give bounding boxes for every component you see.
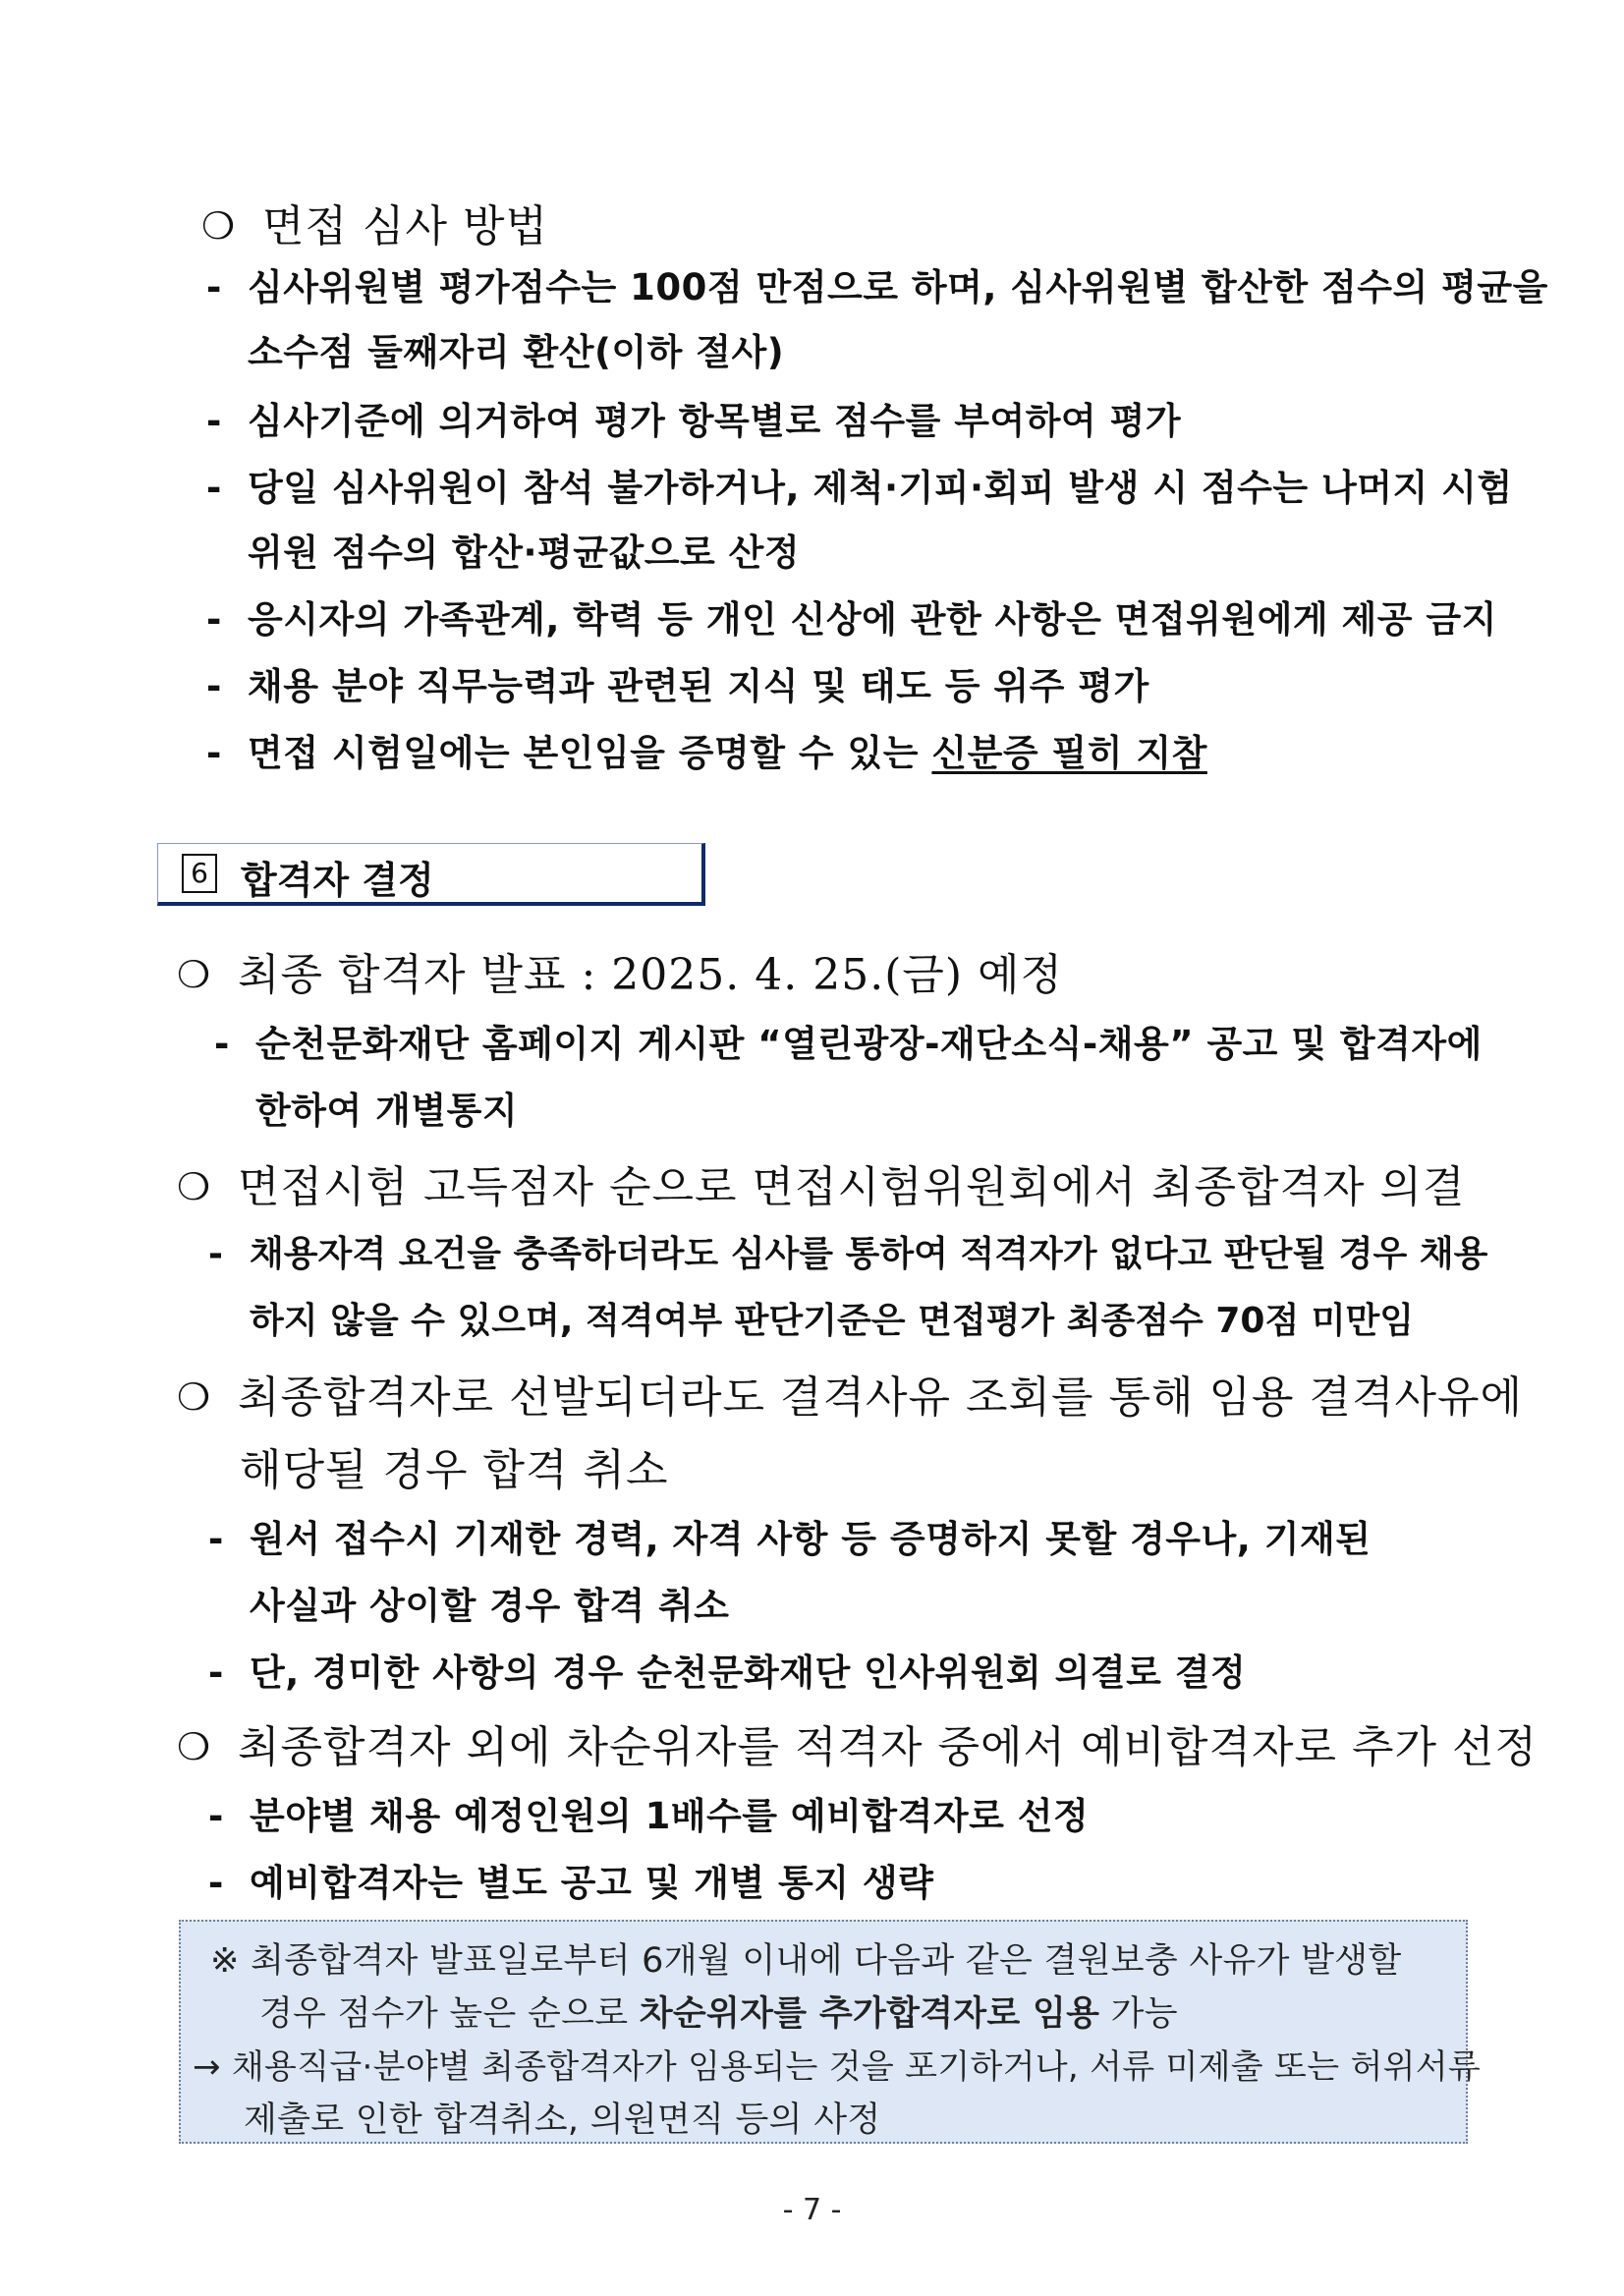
note-line-1: ※ 최종합격자 발표일로부터 6개월 이내에 다음과 같은 결원보충 사유가 발생할 [210, 1941, 1402, 1981]
note-emphasis: 차순위자를 추가합격자로 임용 [639, 1994, 1100, 2034]
arrow-right-icon: → [193, 2047, 221, 2087]
interview-item-1: - 심사위원별 평가점수는 100점 만점으로 하며, 심사위원별 합산한 점수의 평균을 [206, 266, 1548, 308]
interview-item-2: - 심사기준에 의거하여 평가 항목별로 점수를 부여하여 평가 [206, 400, 1182, 442]
bullet-reserve: ❍ 최종합격자 외에 차순위자를 적격자 중에서 예비합격자로 추가 선정 [177, 1722, 1539, 1772]
note-line-4: 제출로 인한 합격취소, 의원면직 등의 사정 [244, 2100, 881, 2140]
bullet-interview-ranking: ❍ 면접시험 고득점자 순으로 면접시험위원회에서 최종합격자 의결 [177, 1162, 1466, 1212]
interview-item-6: - 면접 시험일에는 본인임을 증명할 수 있는 신분증 필히 지참 [206, 732, 1207, 774]
interview-item-4: - 응시자의 가족관계, 학력 등 개인 신상에 관한 사항은 면접위원에게 제공 금지 [206, 598, 1497, 641]
note-line-2: 경우 점수가 높은 순으로 차순위자를 추가합격자로 임용 가능 [259, 1994, 1178, 2034]
ranking-sub-1: - 채용자격 요건을 충족하더라도 심사를 통하여 적격자가 없다고 판단될 경우 채용 [208, 1234, 1488, 1274]
bullet-disqualification: ❍ 최종합격자로 선발되더라도 결격사유 조회를 통해 임용 결격사유에 [177, 1372, 1524, 1423]
interview-item-1-cont: 소수점 둘째자리 환산(이하 절사) [248, 331, 785, 373]
id-card-notice: 신분증 필히 지참 [931, 732, 1207, 774]
note-box [179, 1920, 1482, 2144]
interview-item-3-cont: 위원 점수의 합산·평균값으로 산정 [248, 532, 801, 574]
section-number: 6 [182, 854, 217, 893]
note-line-3: → 채용직급·분야별 최종합격자가 임용되는 것을 포기하거나, 서류 미제출 또는 허위서류 [193, 2047, 1482, 2087]
disqualification-sub-1-cont: 사실과 상이할 경우 합격 취소 [250, 1585, 730, 1627]
reserve-sub-1: - 분야별 채용 예정인원의 1배수를 예비합격자로 선정 [208, 1795, 1090, 1837]
interview-item-5: - 채용 분야 직무능력과 관련된 지식 및 태도 등 위주 평가 [206, 665, 1149, 707]
bullet-circle-icon: ❍ [177, 1725, 212, 1768]
interview-item-3: - 당일 심사위원이 참석 불가하거나, 제척·기피·회피 발생 시 점수는 나머지 시험 [206, 467, 1513, 509]
disqualification-sub-1: - 원서 접수시 기재한 경력, 자격 사항 등 증명하지 못할 경우나, 기재된 [208, 1518, 1372, 1560]
page-number: - 7 - [782, 2193, 842, 2227]
announcement-sub-1: - 순천문화재단 홈페이지 게시판 “열린광장-재단소식-채용” 공고 및 합격자에 [214, 1023, 1483, 1065]
bullet-disqualification-cont: 해당될 경우 합격 취소 [240, 1445, 669, 1495]
bullet-circle-icon: ❍ [177, 953, 212, 996]
section-6-header [157, 843, 705, 906]
announcement-sub-1-cont: 한하여 개별통지 [255, 1090, 519, 1132]
reference-mark-icon: ※ [210, 1941, 240, 1981]
reserve-sub-2: - 예비합격자는 별도 공고 및 개별 통지 생략 [208, 1862, 934, 1904]
bullet-circle-icon: ❍ [177, 1375, 212, 1419]
bullet-circle-icon: ❍ [177, 1165, 212, 1208]
section-title: 합격자 결정 [241, 859, 434, 902]
interview-method-heading: ❍ 면접 심사 방법 [201, 201, 548, 252]
bullet-circle-icon: ❍ [201, 204, 237, 248]
disqualification-sub-2: - 단, 경미한 사항의 경우 순천문화재단 인사위원회 의결로 결정 [208, 1652, 1247, 1694]
bullet-announcement: ❍ 최종 합격자 발표 : 2025. 4. 25.(금) 예정 [177, 950, 1064, 1000]
ranking-sub-1-cont: 하지 않을 수 있으며, 적격여부 판단기준은 면접평가 최종점수 70점 미만임 [250, 1301, 1415, 1341]
